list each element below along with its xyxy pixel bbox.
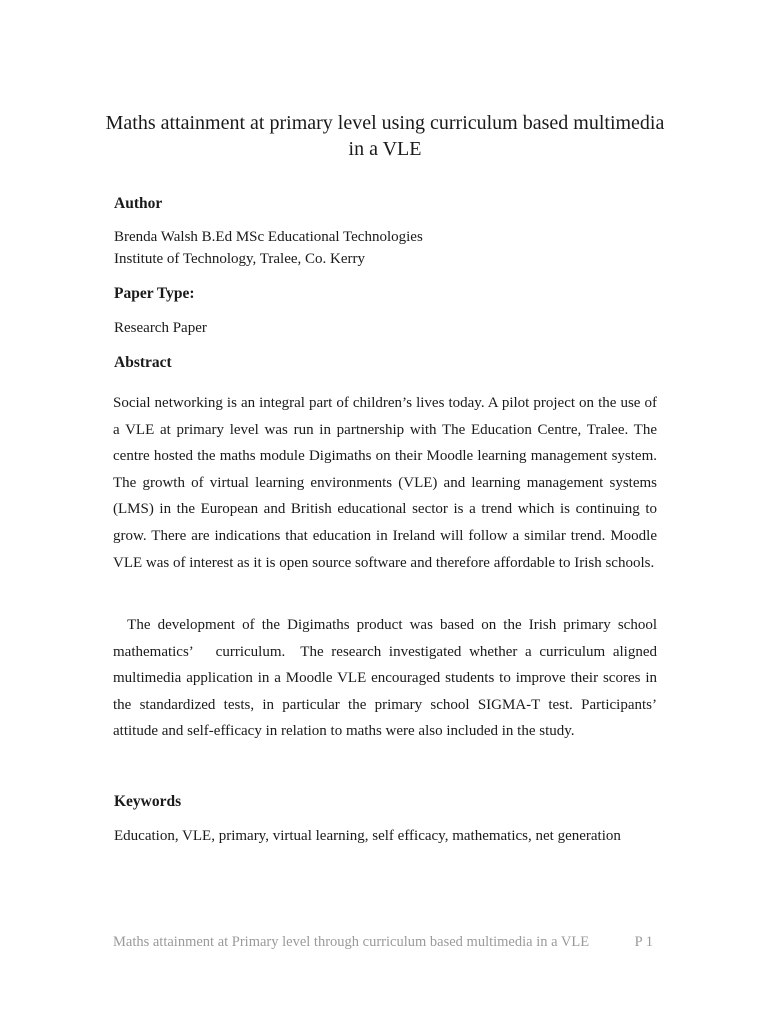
author-name-line: Brenda Walsh B.Ed MSc Educational Technologies bbox=[114, 229, 423, 245]
keywords-heading: Keywords bbox=[114, 793, 182, 810]
page-number: P 1 bbox=[634, 934, 653, 950]
paper-type-value: Research Paper bbox=[114, 320, 207, 336]
paper-type-heading: Paper Type: bbox=[114, 285, 195, 302]
abstract-paragraph-1: Social networking is an integral part of children’s lives today. A pilot project on the use of a VLE at primary level was run in partnership with The Education Centre, Tralee. The centre hosted the maths module Digimaths on their Moodle learning management system. The growth of virtual learning environments (VLE) and learning management systems (LMS) in the European and British educational sector is a trend which is continuing to grow. There are indications that education in Ireland will follow a similar trend. Moodle VLE was of interest as it is open source software and therefore affordable to Irish schools. bbox=[113, 395, 657, 571]
abstract-paragraph-2: The development of the Digimaths product was based on the Irish primary school mathematics’ curriculum. The research investigated whether a curriculum aligned multimedia application in a Moodle VLE encouraged students to improve their scores in the standardized tests, in particular the primary school SIGMA-T test. Participants’ attitude and self-efficacy in relation to maths were also included in the study. bbox=[113, 617, 661, 740]
page-footer bbox=[113, 934, 653, 951]
keywords-list: Education, VLE, primary, virtual learning, self efficacy, mathematics, net generation bbox=[114, 828, 621, 844]
paper-title: Maths attainment at primary level using curriculum based multimedia in a VLE bbox=[105, 112, 665, 160]
author-affiliation-line: Institute of Technology, Tralee, Co. Kerry bbox=[114, 251, 365, 267]
author-heading: Author bbox=[114, 195, 163, 212]
footer-running-title: Maths attainment at Primary level through curriculum based multimedia in a VLE bbox=[113, 934, 590, 950]
abstract-heading: Abstract bbox=[114, 354, 172, 371]
